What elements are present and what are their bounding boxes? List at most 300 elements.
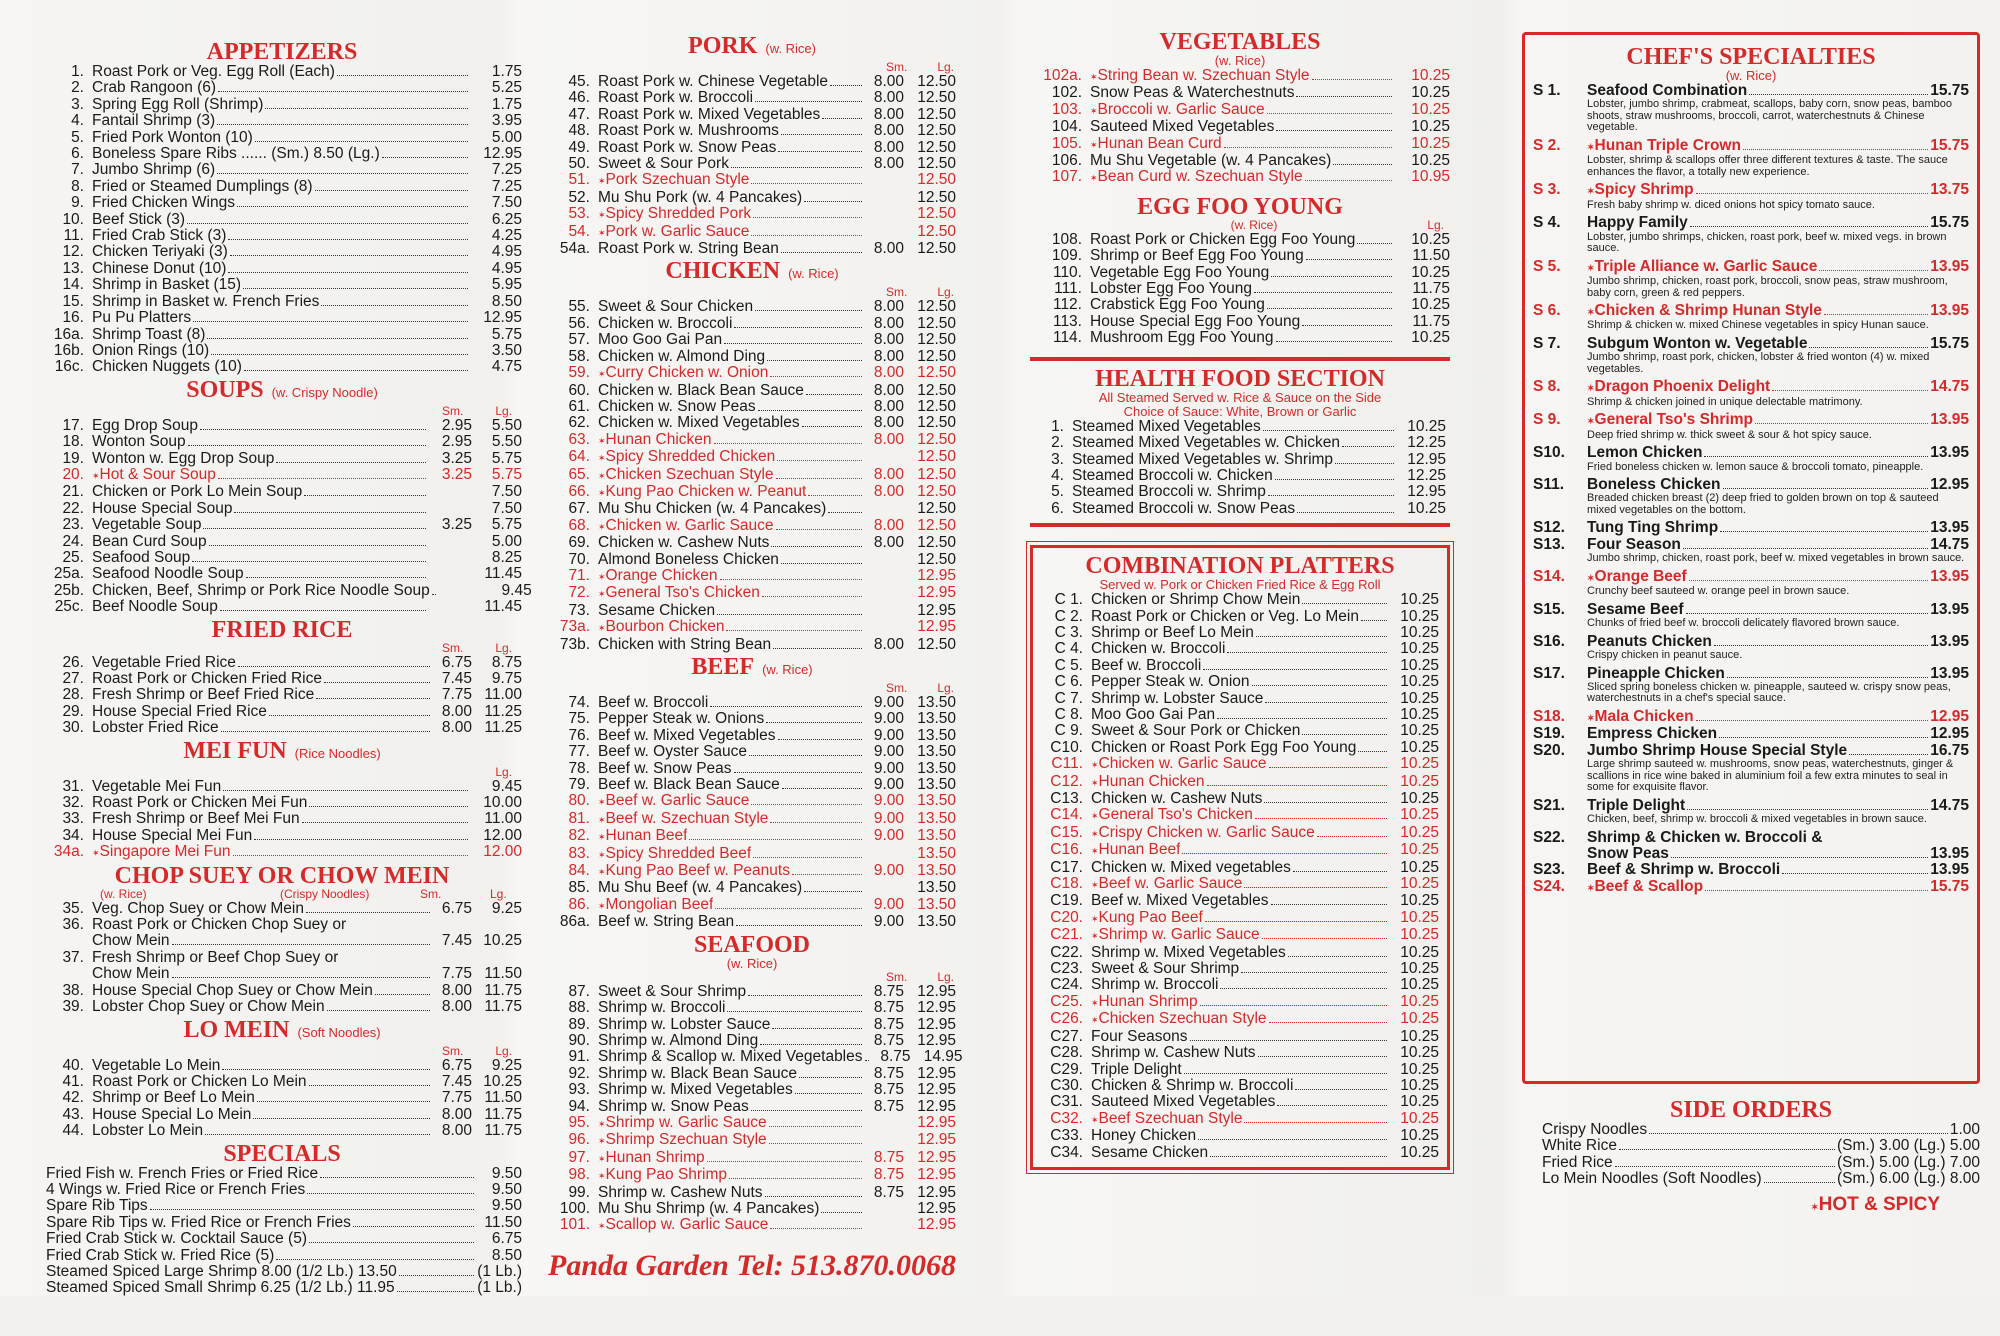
menu-section <box>42 618 522 737</box>
item-price: 10.25 <box>1400 908 1439 926</box>
item-name: ✶ Beef w. Garlic Sauce <box>1091 876 1242 893</box>
item-price: 10.25 <box>1400 1027 1439 1045</box>
dot-leader <box>766 722 862 723</box>
item-price-large: 12.50 <box>917 550 956 568</box>
dot-leader <box>1690 226 1928 227</box>
dot-leader <box>1696 720 1929 721</box>
item-name: ✶ String Bean w. Szechuan Style <box>1090 68 1310 85</box>
item-name: Roast Pork w. Mixed Vegetables <box>598 106 821 123</box>
item-number: 76. <box>568 726 590 744</box>
section-title-text: PORK <box>688 33 758 59</box>
item-price: 8.50 <box>491 1246 522 1264</box>
menu-item <box>548 828 956 845</box>
item-number: 94. <box>568 1097 590 1115</box>
menu-item <box>1041 609 1439 625</box>
menu-item <box>1041 1094 1439 1110</box>
menu-item <box>42 1215 522 1231</box>
item-name: Lobster Egg Foo Young <box>1090 281 1253 298</box>
item-number: S 2. <box>1533 136 1561 154</box>
item-name: Empress Chicken <box>1587 725 1718 743</box>
item-description: Deep fried shrimp w. thick sweet & sour & hot spicy sauce. <box>1587 428 1872 441</box>
item-price: 13.95 <box>1930 257 1969 275</box>
menu-item <box>42 228 522 244</box>
item-price: 10.25 <box>1400 640 1439 658</box>
item-price-small: 9.00 <box>873 809 904 827</box>
dot-leader <box>795 1093 862 1094</box>
menu-section <box>548 655 956 931</box>
item-number: 34a. <box>53 843 84 861</box>
item-name: Shrimp or Beef Lo Mein <box>1091 624 1254 641</box>
item-price: 10.25 <box>1411 296 1450 314</box>
item-price: 10.25 <box>1400 738 1439 756</box>
dot-leader <box>302 822 468 823</box>
dot-leader <box>1269 767 1387 768</box>
item-name: ✶ Shrimp w. Garlic Sauce <box>1091 927 1260 944</box>
menu-item <box>1041 658 1439 674</box>
item-price-small: 6.75 <box>441 899 472 917</box>
menu-item <box>1041 876 1439 893</box>
item-price-small: 9.00 <box>873 913 904 931</box>
item-price-large: 12.95 <box>917 601 956 619</box>
item-price: 10.25 <box>1400 960 1439 978</box>
dot-leader <box>1743 149 1928 150</box>
item-name: Moo Goo Gai Pan <box>598 332 723 349</box>
item-number: 77. <box>568 743 590 761</box>
menu-item <box>1041 893 1439 909</box>
item-price-large: 12.50 <box>917 73 956 90</box>
item-number: 31. <box>62 777 84 795</box>
item-number: S15. <box>1533 600 1565 618</box>
dot-leader <box>1333 164 1392 165</box>
item-number: 91. <box>568 1048 590 1066</box>
item-number: 37. <box>62 948 84 966</box>
item-price-large: 12.95 <box>917 618 956 636</box>
menu-item <box>42 1074 522 1090</box>
item-price: 15.75 <box>1930 877 1969 895</box>
item-name: ✶ Shrimp w. Garlic Sauce <box>598 1115 767 1132</box>
menu-item <box>548 793 956 810</box>
section-title: SEAFOOD <box>693 931 810 958</box>
item-number: 86a. <box>559 913 590 931</box>
sub-right: (Crispy Noodles) <box>280 886 370 901</box>
item-number: C34. <box>1050 1143 1083 1161</box>
item-price-large: 7.50 <box>491 499 522 517</box>
item-number: S23. <box>1533 861 1565 879</box>
dot-leader <box>1217 718 1387 719</box>
dot-leader <box>776 478 862 479</box>
item-number: 69. <box>568 534 590 552</box>
item-name: Fried Rice <box>1542 1154 1613 1171</box>
item-name: Vegetable Lo Mein <box>92 1057 221 1074</box>
dot-leader <box>1819 270 1928 271</box>
item-number: 53. <box>568 205 590 223</box>
item-price-small: 3.25 <box>441 449 472 467</box>
section-note: (Soft Noodles) <box>297 1024 381 1040</box>
chef-special-item <box>1533 336 1969 352</box>
item-number: S14. <box>1533 567 1565 585</box>
item-name: Boneless Spare Ribs ...... (Sm.) 8.50 (Lg.) <box>92 146 380 163</box>
item-name: Steamed Mixed Vegetables <box>1072 418 1261 435</box>
item-number: 70. <box>568 550 590 568</box>
item-number: C33. <box>1050 1127 1083 1145</box>
item-price-large: 12.95 <box>917 1015 956 1033</box>
item-name: Lemon Chicken <box>1587 444 1703 462</box>
item-price: 13.95 <box>1930 444 1969 462</box>
item-name: Sweet & Sour Shrimp <box>598 983 747 1000</box>
item-name: ✶ Hunan Triple Crown <box>1587 138 1741 155</box>
menu-item <box>42 1107 522 1123</box>
item-price: 13.95 <box>1930 861 1969 879</box>
dot-leader <box>1268 495 1394 496</box>
item-name: ✶ General Tso's Chicken <box>598 585 760 602</box>
item-number: 17. <box>62 416 84 434</box>
item-price-large: 12.50 <box>917 364 956 382</box>
dot-leader <box>1220 988 1387 989</box>
dot-leader <box>1254 292 1392 293</box>
item-description: Fresh baby shrimp w. diced onions hot spicy tomato sauce. <box>1587 198 1875 211</box>
dot-leader <box>778 151 862 152</box>
item-price-small: 3.25 <box>441 516 472 534</box>
item-price-large: 13.50 <box>917 694 956 711</box>
menu-item <box>42 983 522 999</box>
item-number: C10. <box>1050 738 1083 756</box>
item-price: 8.50 <box>491 292 522 310</box>
item-number: 57. <box>568 331 590 349</box>
menu-item <box>42 671 522 687</box>
item-name: Moo Goo Gai Pan <box>1091 706 1216 723</box>
item-price: 9.50 <box>491 1197 522 1215</box>
item-name: White Rice <box>1542 1138 1617 1155</box>
item-name: Beef w. Mixed Vegetables <box>598 727 776 744</box>
dot-leader <box>1269 1022 1387 1023</box>
dot-leader <box>1297 512 1394 513</box>
item-number: C21. <box>1050 926 1083 944</box>
item-price: 5.25 <box>491 79 522 97</box>
dot-leader <box>253 1118 430 1119</box>
dot-leader <box>792 874 862 875</box>
item-price: 10.95 <box>1411 168 1450 186</box>
item-number: 5. <box>1051 483 1064 501</box>
item-number: C26. <box>1050 1010 1083 1028</box>
dot-leader <box>1295 1089 1387 1090</box>
sub-left: (w. Rice) <box>100 886 147 901</box>
item-name: Wonton w. Egg Drop Soup <box>92 450 275 467</box>
menu-item <box>548 568 956 585</box>
menu-item <box>1522 1122 1980 1138</box>
item-description: Jumbo shrimp, chicken, roast pork, broccoli, snow peas, straw mushroom, baby corn, green & red peppers. <box>1587 275 1948 299</box>
item-price: 10.25 <box>1400 722 1439 740</box>
item-price: 10.25 <box>1400 689 1439 707</box>
item-name: Wonton Soup <box>92 434 186 451</box>
item-name: Boneless Chicken <box>1587 476 1721 494</box>
item-price: (Sm.) 3.00 (Lg.) 5.00 <box>1836 1137 1980 1155</box>
item-price: 16.75 <box>1930 741 1969 759</box>
dot-leader <box>238 666 430 667</box>
dot-leader <box>397 1291 474 1292</box>
item-name: ✶ Dragon Phoenix Delight <box>1587 379 1770 396</box>
item-number: C 1. <box>1054 591 1083 609</box>
menu-item <box>1041 1062 1439 1078</box>
dot-leader <box>1302 603 1387 604</box>
item-price: 13.95 <box>1930 600 1969 618</box>
item-name: Chicken w. Broccoli <box>1091 641 1226 658</box>
item-price: 10.25 <box>1400 607 1439 625</box>
item-description: Shrimp & chicken w. mixed Chinese vegetables in spicy Hunan sauce. <box>1587 319 1929 332</box>
item-name: House Special Lo Mein <box>92 1106 252 1123</box>
dot-leader <box>337 75 468 76</box>
item-number: C31. <box>1050 1093 1083 1111</box>
menu-item <box>548 1132 956 1149</box>
dot-leader <box>758 410 862 411</box>
item-number: S22. <box>1533 828 1565 846</box>
item-price: 10.25 <box>1411 84 1450 102</box>
item-name: Sesame Chicken <box>1091 1144 1209 1161</box>
dot-leader <box>808 495 862 496</box>
item-name: ✶ Chicken & Shrimp Hunan Style <box>1587 303 1822 320</box>
dot-leader <box>1671 857 1928 858</box>
menu-item <box>1030 265 1450 281</box>
menu-item <box>42 64 522 80</box>
item-name: Mu Shu Pork (w. 4 Pancakes) <box>598 189 803 206</box>
dot-leader <box>1288 956 1387 957</box>
menu-item <box>548 365 956 382</box>
item-price: 15.75 <box>1930 82 1969 99</box>
menu-column-2 <box>548 33 963 1330</box>
item-number: S19. <box>1533 725 1565 743</box>
chef-special-item <box>1533 477 1969 493</box>
dot-leader <box>1686 613 1929 614</box>
dot-leader <box>265 108 468 109</box>
item-price: 10.25 <box>1400 656 1439 674</box>
item-name: Chicken w. Broccoli <box>598 315 733 332</box>
item-price: 7.50 <box>491 194 522 212</box>
dot-leader <box>1241 972 1387 973</box>
item-number: 109. <box>1051 247 1082 265</box>
item-name: ✶ Bourbon Chicken <box>598 619 724 636</box>
section-note: (w. Rice) <box>765 41 816 56</box>
item-price-large: 5.75 <box>491 516 522 534</box>
menu-item <box>42 1280 522 1296</box>
dot-leader <box>751 1110 862 1111</box>
item-price-small: 8.00 <box>873 534 904 552</box>
dot-leader <box>777 460 862 461</box>
item-price: 13.95 <box>1930 844 1969 862</box>
section-note: (Rice Noodles) <box>294 745 381 761</box>
menu-item <box>1030 330 1450 346</box>
item-name: ✶ Hunan Bean Curd <box>1090 136 1222 153</box>
chef-special-item <box>1533 303 1969 320</box>
menu-item <box>42 811 522 827</box>
menu-item <box>548 140 956 156</box>
dot-leader <box>304 495 426 496</box>
menu-item <box>1041 740 1439 756</box>
dot-leader <box>1619 1149 1835 1150</box>
item-number: 107. <box>1051 168 1082 186</box>
item-description: Large shrimp sauteed w. mushrooms, snow peas, waterchestnuts, ginger & scallions in rice wine baked in aluminium foil a few extra minutes to seal in some for exquisite flavor. <box>1587 758 1954 794</box>
item-name: ✶ Bean Curd w. Szechuan Style <box>1090 169 1303 186</box>
item-price-large: 13.50 <box>917 827 956 845</box>
item-number: 6. <box>71 145 84 163</box>
item-number: 86. <box>568 895 590 913</box>
menu-item <box>42 599 522 615</box>
item-price: 10.25 <box>1407 499 1446 517</box>
item-number: 105. <box>1051 134 1082 152</box>
item-name: Shrimp w. Snow Peas <box>598 1098 749 1115</box>
menu-section <box>42 376 532 616</box>
item-price-large: 9.75 <box>491 670 522 687</box>
item-number: C12. <box>1050 772 1083 790</box>
menu-item <box>1041 1011 1439 1028</box>
dot-leader <box>1335 463 1394 464</box>
dot-leader <box>1755 423 1928 424</box>
item-name: Lobster Fried Rice <box>92 720 219 737</box>
item-price: 4.95 <box>491 259 522 277</box>
menu-item <box>42 484 522 500</box>
item-number: 84. <box>568 862 590 880</box>
item-price-large: 12.95 <box>917 1064 956 1082</box>
item-name-continued: Snow Peas <box>1587 844 1669 862</box>
large-size-header: Lg. <box>495 1043 512 1058</box>
menu-item <box>548 467 956 484</box>
item-price: 10.25 <box>1400 976 1439 994</box>
menu-item <box>1041 1111 1439 1128</box>
dot-leader <box>192 561 426 562</box>
item-name: Vegetable Fried Rice <box>92 654 236 671</box>
menu-item <box>42 828 522 844</box>
menu-item <box>548 190 956 206</box>
dot-leader <box>770 822 862 823</box>
item-price-small: 2.95 <box>441 433 472 451</box>
menu-item <box>548 984 956 1000</box>
item-name: Pu Pu Platters <box>92 310 192 327</box>
item-name: Fried Fish w. French Fries or Fried Rice <box>46 1165 319 1182</box>
item-price-large: 12.50 <box>917 122 956 140</box>
item-number: 95. <box>568 1113 590 1131</box>
item-price: 10.25 <box>1400 841 1439 859</box>
item-name: Shrimp w. Lobster Sauce <box>598 1016 771 1033</box>
item-name: Steamed Broccoli w. Shrimp <box>1072 484 1266 501</box>
menu-item <box>548 224 956 241</box>
menu-item <box>1030 68 1450 85</box>
item-name: ✶ Kung Pao Shrimp <box>598 1167 727 1184</box>
item-price: 9.50 <box>491 1180 522 1198</box>
item-price-large: 13.50 <box>917 759 956 777</box>
menu-item <box>42 162 522 178</box>
dot-leader <box>309 1242 474 1243</box>
item-number: 40. <box>62 1056 84 1074</box>
item-number: 2. <box>71 79 84 97</box>
menu-item <box>42 1231 522 1247</box>
item-number: 96. <box>568 1131 590 1149</box>
item-price: 12.95 <box>1930 725 1969 743</box>
item-name: Shrimp w. Lobster Sauce <box>1091 690 1264 707</box>
menu-item <box>1041 723 1439 739</box>
item-price-large: 12.95 <box>917 1216 956 1234</box>
item-price-large: 5.75 <box>491 449 522 467</box>
dot-leader <box>234 512 426 513</box>
item-price-large: 12.95 <box>917 1113 956 1131</box>
item-name: Shrimp w. Cashew Nuts <box>1091 1045 1256 1062</box>
menu-item <box>548 206 956 223</box>
item-number: C 6. <box>1054 673 1083 691</box>
item-price: 9.50 <box>491 1164 522 1182</box>
item-name: House Special Egg Foo Young <box>1090 313 1301 330</box>
menu-item <box>42 359 522 375</box>
item-name: Subgum Wonton w. Vegetable <box>1587 334 1808 352</box>
item-price-large: 11.50 <box>484 965 522 983</box>
menu-item <box>1522 1171 1980 1187</box>
chef-special-item <box>1533 412 1969 429</box>
item-price-large: 13.50 <box>917 743 956 761</box>
dot-leader <box>1244 887 1387 888</box>
item-number: S 7. <box>1533 334 1561 352</box>
item-name: Chicken or Pork Lo Mein Soup <box>92 484 303 501</box>
chefs-specialties-box <box>1522 32 1980 1084</box>
item-number: S10. <box>1533 444 1565 462</box>
item-name: Chicken w. Mixed vegetables <box>1091 859 1291 876</box>
item-price: (Sm.) 6.00 (Lg.) 8.00 <box>1836 1170 1980 1188</box>
section-note: (w. Crispy Noodle) <box>271 384 378 400</box>
menu-item <box>1034 452 1446 468</box>
item-number: 73b. <box>559 635 590 653</box>
item-price-large: 11.50 <box>484 1089 522 1107</box>
item-name: ✶ Hunan Shrimp <box>598 1150 705 1167</box>
item-name-continued: Chow Mein <box>92 933 170 950</box>
item-number: 102a. <box>1043 67 1082 84</box>
dot-leader <box>753 857 862 858</box>
item-price: 10.25 <box>1411 329 1450 347</box>
small-size-header: Sm. <box>885 681 908 695</box>
dot-leader <box>804 891 862 892</box>
menu-item <box>42 581 532 599</box>
item-price-small: 8.00 <box>873 381 904 399</box>
item-number: 28. <box>62 686 84 704</box>
dot-leader <box>172 944 430 945</box>
small-size-header: Sm. <box>420 886 442 901</box>
dot-leader <box>1723 488 1929 489</box>
dot-leader <box>1207 785 1387 786</box>
dot-leader <box>753 217 862 218</box>
item-number: S 8. <box>1533 378 1561 396</box>
item-name: Fried Crab Stick w. Fried Rice (5) <box>46 1247 275 1264</box>
menu-column-3 <box>1030 30 1450 1326</box>
item-name: Four Season <box>1587 535 1681 553</box>
item-name: ✶ Scallop w. Garlic Sauce <box>598 1217 768 1234</box>
menu-item <box>1041 707 1439 723</box>
item-price-small: 8.00 <box>873 635 904 653</box>
item-name: ✶ Mala Chicken <box>1587 709 1694 726</box>
item-price: 6.25 <box>491 210 522 228</box>
item-price-large: 8.25 <box>491 548 522 566</box>
dot-leader <box>246 577 426 578</box>
item-number: S20. <box>1533 741 1565 759</box>
dot-leader <box>276 1259 474 1260</box>
item-name: Fresh Shrimp or Beef Mei Fun <box>92 811 300 828</box>
dot-leader <box>1764 1182 1835 1183</box>
menu-item <box>42 550 522 566</box>
menu-item <box>1030 169 1450 186</box>
dot-leader <box>1704 456 1928 457</box>
item-name: Chinese Donut (10) <box>92 260 227 277</box>
item-number: 22. <box>62 499 84 517</box>
dot-leader <box>727 1011 862 1012</box>
item-price-large: 13.50 <box>917 913 956 931</box>
item-price: 10.25 <box>1400 823 1439 841</box>
dot-leader <box>770 1228 862 1229</box>
item-number: 55. <box>568 298 590 316</box>
item-name: Steamed Broccoli w. Snow Peas <box>1072 500 1296 517</box>
dot-leader <box>228 272 468 273</box>
